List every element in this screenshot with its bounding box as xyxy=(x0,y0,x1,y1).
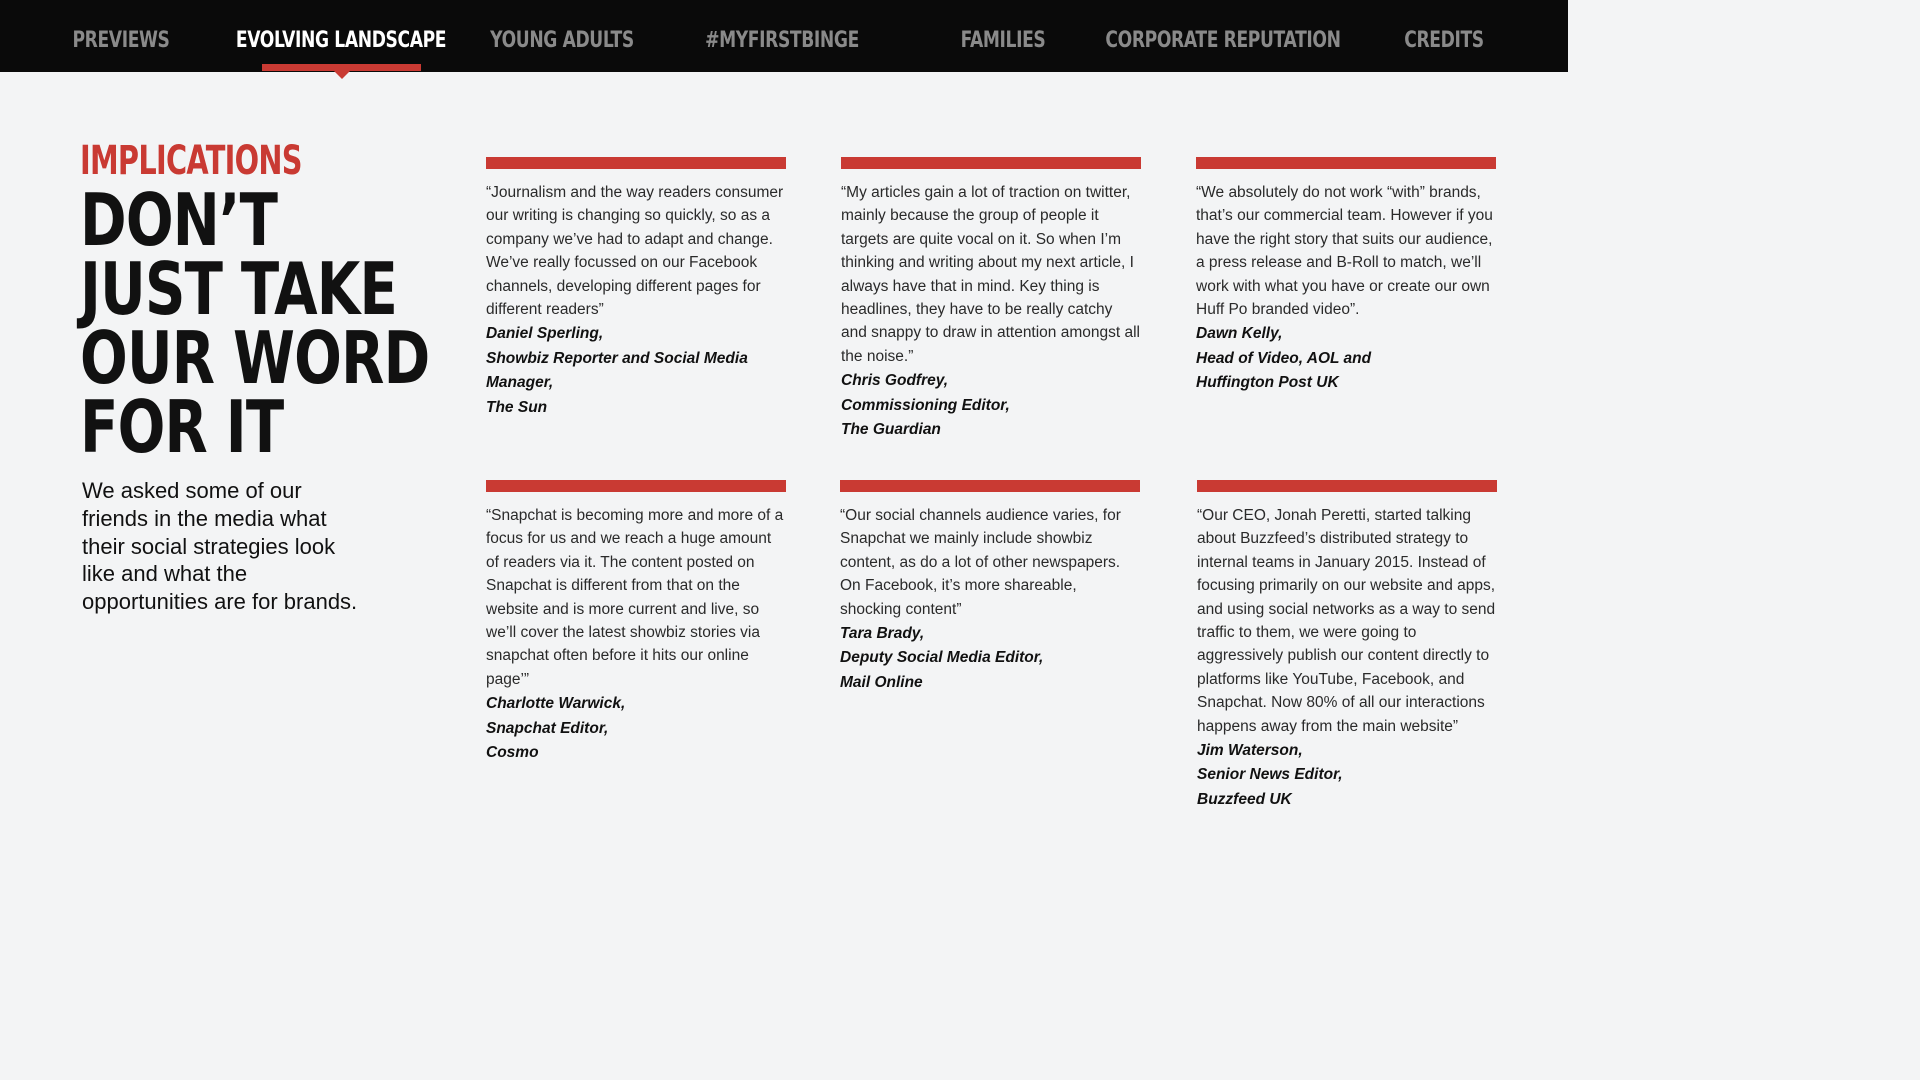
quote-outlet: The Guardian xyxy=(841,421,941,439)
quote-attribution xyxy=(486,322,786,420)
quote-author: Chris Godfrey, xyxy=(841,372,949,390)
quote-outlet: Huffington Post UK xyxy=(1196,374,1339,392)
quote-author: Charlotte Warwick, xyxy=(486,695,626,713)
quote-card-bar xyxy=(486,480,786,492)
quote-card-bar xyxy=(1196,157,1496,169)
quote-role: Showbiz Reporter and Social Media Manager, xyxy=(486,349,748,392)
quote-text: “We absolutely do not work “with” brands, that’s our commercial team. However if you have the right story that suits our audience, a press release and B-Roll to match, we’ll work with what you have or create our own Huff Po branded video”. xyxy=(1196,184,1493,319)
quote-attribution xyxy=(841,369,1141,442)
quote-card xyxy=(840,480,1140,695)
quote-role: Commissioning Editor, xyxy=(841,396,1010,414)
nav-tab-credits[interactable]: CREDITS xyxy=(1404,28,1484,53)
nav-tab-families[interactable]: FAMILIES xyxy=(960,28,1046,53)
nav-tab-corporate-reputation[interactable]: CORPORATE REPUTATION xyxy=(1105,28,1341,53)
quote-role: Head of Video, AOL and xyxy=(1196,349,1372,367)
quote-outlet: Cosmo xyxy=(486,744,539,762)
quote-text: “Our social channels audience varies, for Snapchat we mainly include showbiz content, as do a lot of other newspapers. On Facebook, it’s more shareable, shocking content” xyxy=(840,507,1121,618)
quote-author: Daniel Sperling, xyxy=(486,325,604,343)
quote-card-bar xyxy=(486,157,786,169)
quote-author: Jim Waterson, xyxy=(1197,742,1303,760)
nav-tab-evolving-landscape[interactable]: EVOLVING LANDSCAPE xyxy=(235,28,447,53)
headline-line: DON’T xyxy=(80,178,278,262)
headline-line: FOR IT xyxy=(80,385,284,469)
quote-outlet: Mail Online xyxy=(840,673,923,691)
active-tab-caret-icon xyxy=(334,71,350,79)
quote-card xyxy=(1197,480,1497,812)
intro-paragraph: We asked some of our friends in the media what their social strategies look like and what the opportunities are for brands. xyxy=(82,478,358,615)
quote-attribution xyxy=(1197,739,1497,812)
quote-card-bar xyxy=(840,480,1140,492)
nav-tab-previews[interactable]: PREVIEWS xyxy=(72,28,170,53)
quote-outlet: The Sun xyxy=(486,398,548,416)
quote-attribution xyxy=(486,692,786,765)
quote-text: “Snapchat is becoming more and more of a focus for us and we reach a huge amount of readers via it. The content posted on Snapchat is different from that on the website and is more current and live, so we’ll cover the latest showbiz stories via snapchat often before it hits our online page’” xyxy=(486,507,784,688)
quote-text: “Journalism and the way readers consumer our writing is changing so quickly, so as a company we’ve had to adapt and change. We’ve really focussed on our Facebook channels, developing different pages for different readers” xyxy=(486,184,784,319)
quote-card-bar xyxy=(841,157,1141,169)
active-tab-indicator xyxy=(262,64,421,71)
quote-author: Tara Brady, xyxy=(840,625,925,643)
quote-outlet: Buzzfeed UK xyxy=(1197,790,1292,808)
quote-attribution xyxy=(1196,322,1496,395)
quote-card xyxy=(486,480,786,765)
quote-card xyxy=(1196,157,1496,396)
quote-text: “My articles gain a lot of traction on twitter, mainly because the group of people it targets are quite vocal on it. So when I’m thinking and writing about my next article, I always have that in mind. Key thing is headlines, they have to be really catchy and snappy to draw in attention amongst all the noise.” xyxy=(841,184,1140,365)
headline-line: JUST TAKE xyxy=(80,247,398,331)
quote-author: Dawn Kelly, xyxy=(1196,325,1283,343)
quote-card xyxy=(841,157,1141,442)
quote-card xyxy=(486,157,786,420)
quote-attribution xyxy=(840,622,1140,695)
quote-role: Deputy Social Media Editor, xyxy=(840,649,1044,667)
top-navigation xyxy=(0,0,1568,72)
page-headline xyxy=(80,178,430,469)
headline-line: OUR WORD xyxy=(80,316,430,400)
section-eyebrow: IMPLICATIONS xyxy=(80,138,302,184)
quote-text: “Our CEO, Jonah Peretti, started talking about Buzzfeed’s distributed strategy to internal teams in January 2015. Instead of focusing primarily on our website and apps, and using social networks as a way to send traffic to them, we were going to aggressively publish our content directly to platforms like YouTube, Facebook, and Snapchat. Now 80% of all our interactions happens away from the main website” xyxy=(1197,507,1496,735)
nav-tab-myfirstbinge[interactable]: #MYFIRSTBINGE xyxy=(705,28,859,53)
nav-tab-young-adults[interactable]: YOUNG ADULTS xyxy=(490,28,634,53)
quote-role: Senior News Editor, xyxy=(1197,766,1343,784)
quote-role: Snapchat Editor, xyxy=(486,719,609,737)
quote-card-bar xyxy=(1197,480,1497,492)
